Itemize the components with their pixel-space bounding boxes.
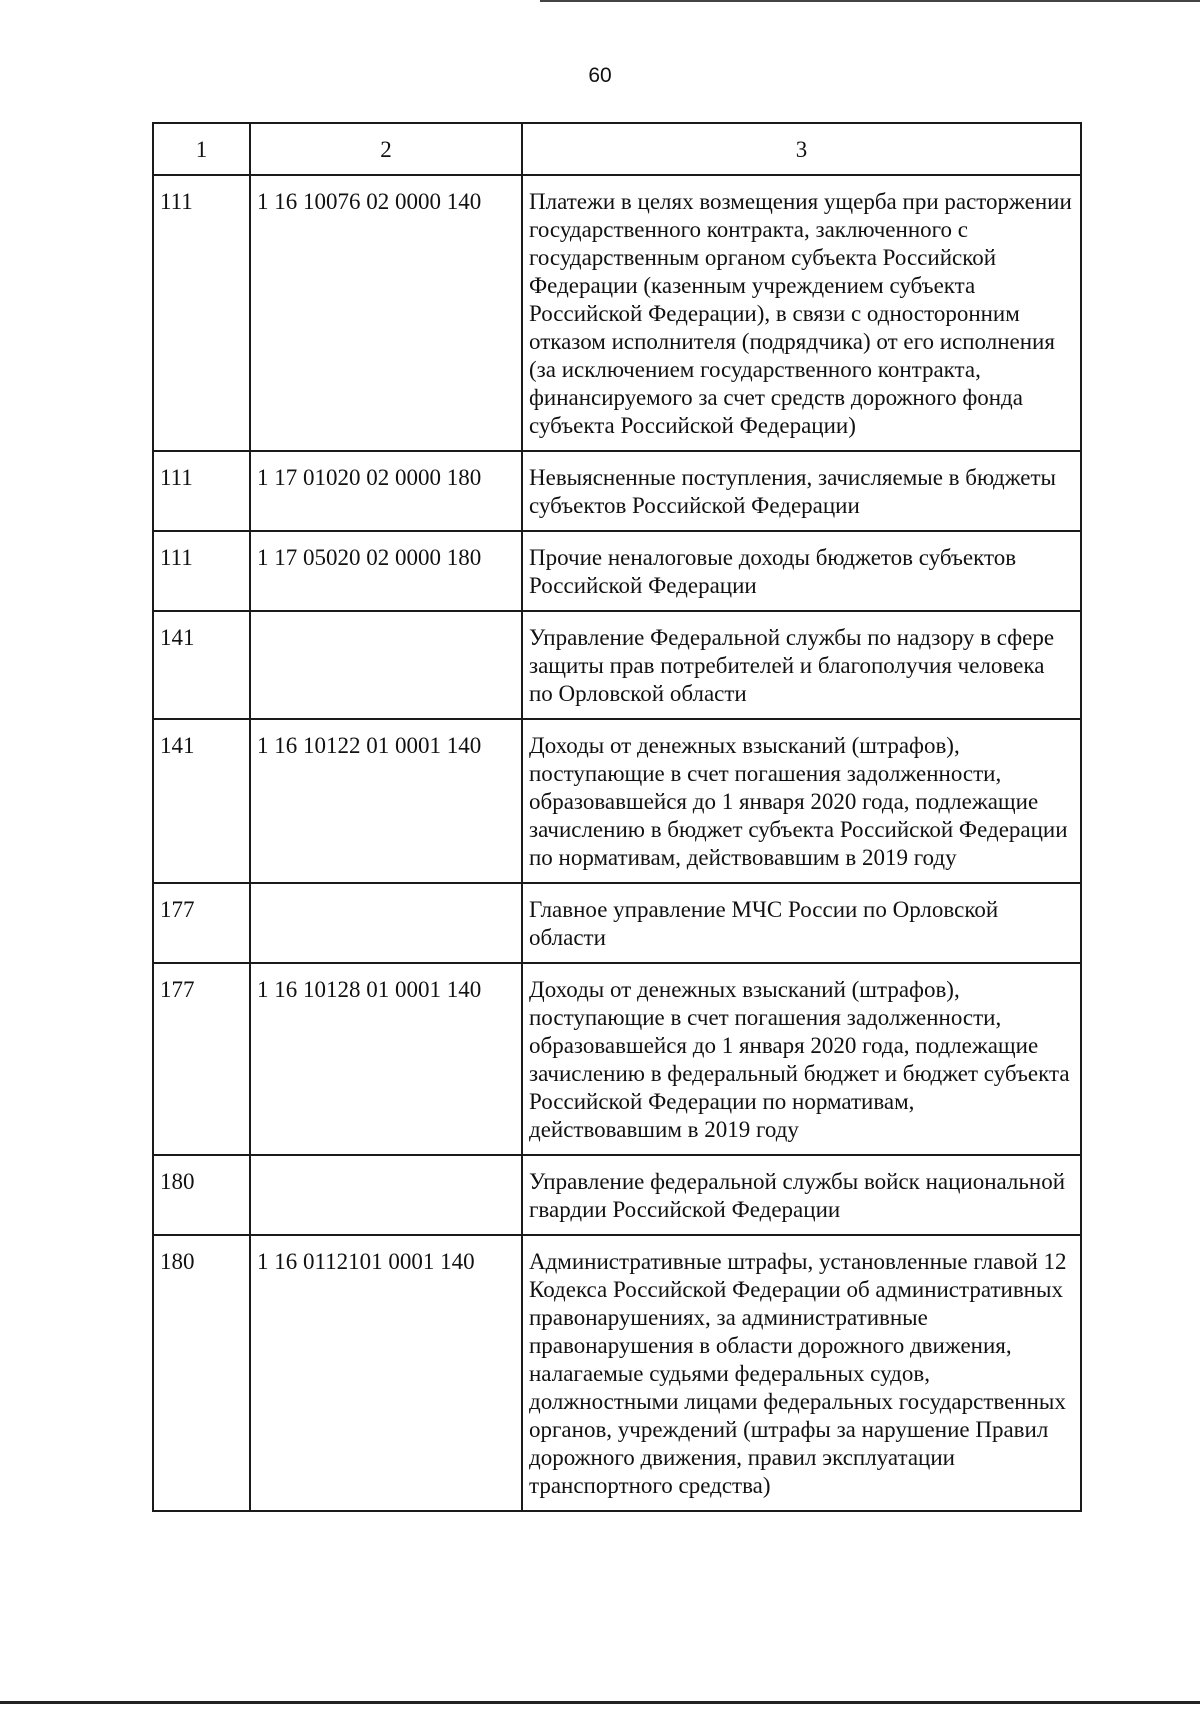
admin-code-cell: 180	[153, 1235, 250, 1511]
table-row	[153, 883, 1081, 963]
description-cell: Платежи в целях возмещения ущерба при расторжении государственного контракта, заключенного с государственным органом субъекта Российской Федерации (казенным учреждением субъекта Российской Федерации), в связи с односторонним отказом исполнителя (подрядчика) от его исполнения (за исключением государственного контракта, финансируемого за счет средств дорожного фонда субъекта Российской Федерации)	[522, 175, 1081, 451]
description-cell: Управление федеральной службы войск национальной гвардии Российской Федерации	[522, 1155, 1081, 1235]
description-cell: Доходы от денежных взысканий (штрафов), поступающие в счет погашения задолженности, образовавшейся до 1 января 2020 года, подлежащие зачислению в бюджет субъекта Российской Федерации по нормативам, действовавшим в 2019 году	[522, 719, 1081, 883]
header-col-3: 3	[522, 123, 1081, 175]
description-cell: Невыясненные поступления, зачисляемые в бюджеты субъектов Российской Федерации	[522, 451, 1081, 531]
table-row	[153, 611, 1081, 719]
description-cell: Главное управление МЧС России по Орловской области	[522, 883, 1081, 963]
budget-codes-table	[152, 122, 1082, 1512]
admin-code-cell: 177	[153, 883, 250, 963]
scan-bottom-edge	[0, 1701, 1200, 1704]
table-header-row	[153, 123, 1081, 175]
table-row	[153, 451, 1081, 531]
description-cell: Доходы от денежных взысканий (штрафов), поступающие в счет погашения задолженности, образовавшейся до 1 января 2020 года, подлежащие зачислению в федеральный бюджет и бюджет субъекта Российской Федерации по нормативам, действовавшим в 2019 году	[522, 963, 1081, 1155]
description-cell: Административные штрафы, установленные главой 12 Кодекса Российской Федерации об административных правонарушениях, за административные правонарушения в области дорожного движения, налагаемые судьями федеральных судов, должностными лицами федеральных государственных органов, учреждений (штрафы за нарушение Правил дорожного движения, правил эксплуатации транспортного средства)	[522, 1235, 1081, 1511]
table-row	[153, 719, 1081, 883]
revenue-code-cell	[250, 883, 522, 963]
description-cell: Прочие неналоговые доходы бюджетов субъектов Российской Федерации	[522, 531, 1081, 611]
description-cell: Управление Федеральной службы по надзору в сфере защиты прав потребителей и благополучия человека по Орловской области	[522, 611, 1081, 719]
scan-top-edge	[540, 0, 1200, 2]
revenue-code-cell: 1 16 10128 01 0001 140	[250, 963, 522, 1155]
page-number: 60	[588, 64, 612, 87]
admin-code-cell: 180	[153, 1155, 250, 1235]
admin-code-cell: 111	[153, 451, 250, 531]
revenue-code-cell: 1 16 0112101 0001 140	[250, 1235, 522, 1511]
revenue-code-cell: 1 16 10122 01 0001 140	[250, 719, 522, 883]
admin-code-cell: 111	[153, 531, 250, 611]
admin-code-cell: 141	[153, 719, 250, 883]
table-row	[153, 1155, 1081, 1235]
table-row	[153, 175, 1081, 451]
revenue-code-cell: 1 17 01020 02 0000 180	[250, 451, 522, 531]
table-row	[153, 1235, 1081, 1511]
revenue-code-cell	[250, 611, 522, 719]
table-row	[153, 531, 1081, 611]
revenue-code-cell: 1 16 10076 02 0000 140	[250, 175, 522, 451]
admin-code-cell: 177	[153, 963, 250, 1155]
revenue-code-cell: 1 17 05020 02 0000 180	[250, 531, 522, 611]
admin-code-cell: 111	[153, 175, 250, 451]
admin-code-cell: 141	[153, 611, 250, 719]
revenue-code-cell	[250, 1155, 522, 1235]
header-col-1: 1	[153, 123, 250, 175]
header-col-2: 2	[250, 123, 522, 175]
table-row	[153, 963, 1081, 1155]
